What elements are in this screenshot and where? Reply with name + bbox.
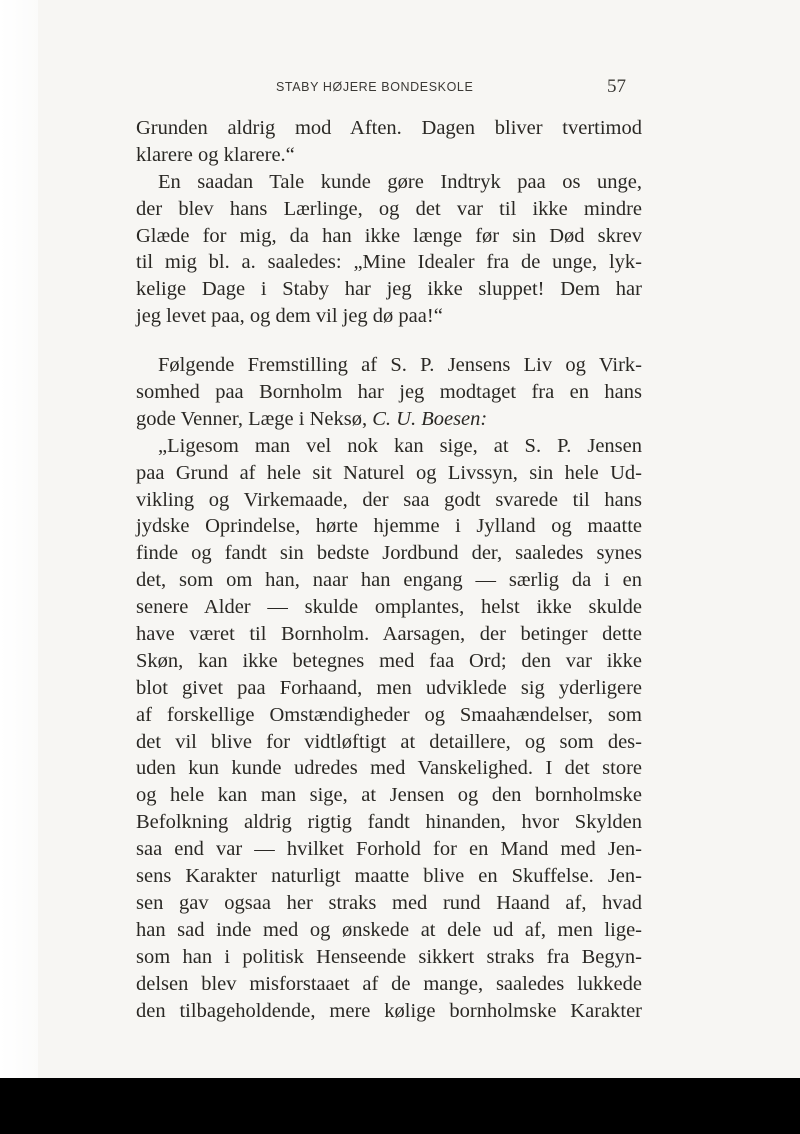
text-line: Skøn, kan ikke betegnes med faa Ord; den var ikke [136, 649, 642, 672]
text-line: En saadan Tale kunde gøre Indtryk paa os unge, [158, 170, 642, 193]
running-title: STABY HØJERE BONDESKOLE [276, 80, 474, 94]
text-line: saa end var — hvilket Forhold for en Mand med Jen- [136, 838, 642, 861]
text-line: uden kun kunde udredes med Vanskelighed. I det store [136, 757, 642, 780]
text-line: senere Alder — skulde omplantes, helst ikke skulde [136, 596, 642, 619]
author-name: C. U. Boesen: [372, 407, 488, 430]
text-line: han sad inde med og ønskede at dele ud af, men lige- [136, 918, 642, 941]
text-line: til mig bl. a. saaledes: „Mine Idealer fra de unge, lyk- [136, 251, 642, 274]
text-line: vikling og Virkemaade, der saa godt svarede til hans [136, 488, 642, 511]
text-line: klarere og klarere.“ [136, 143, 295, 166]
running-header [136, 76, 626, 102]
text-line: jeg levet paa, og dem vil jeg dø paa!“ [136, 305, 443, 328]
text-line: det vil blive for vidtløftigt at detaillere, og som des- [136, 730, 642, 753]
text-line: somhed paa Bornholm har jeg modtaget fra en hans [136, 381, 642, 404]
text-line: der blev hans Lærlinge, og det var til ikke mindre [136, 197, 642, 220]
text-line: finde og fandt sin bedste Jordbund der, saaledes synes [136, 542, 642, 565]
page-margin-edge [0, 0, 38, 1078]
text-line: det, som om han, naar han engang — særlig da i en [136, 569, 642, 592]
text-line: Befolkning aldrig rigtig fandt hinanden, hvor Skylden [136, 811, 642, 834]
text-line: have været til Bornholm. Aarsagen, der betinger dette [136, 623, 642, 646]
text-line: sen gav ogsaa her straks med rund Haand af, hvad [136, 891, 642, 914]
text-line: blot givet paa Forhaand, men udviklede sig yderligere [136, 676, 642, 699]
text-line: Følgende Fremstilling af S. P. Jensens Liv og Virk- [158, 354, 642, 377]
text-line: og hele kan man sige, at Jensen og den bornholmske [136, 784, 642, 807]
text-line: „Ligesom man vel nok kan sige, at S. P. Jensen [158, 434, 642, 457]
text-line [136, 406, 642, 433]
paragraph-gap [136, 330, 642, 352]
text-line: som han i politisk Henseende sikkert straks fra Begyn- [136, 945, 642, 968]
text-line: jydske Oprindelse, hørte hjemme i Jylland og maatte [136, 515, 642, 538]
text-line: sens Karakter naturligt maatte blive en Skuffelse. Jen- [136, 865, 642, 888]
text-line: delsen blev misforstaaet af de mange, saaledes lukkede [136, 972, 642, 995]
text-line: den tilbageholdende, mere kølige bornholmske Karakter [136, 999, 642, 1022]
text-line: paa Grund af hele sit Naturel og Livssyn, sin hele Ud- [136, 461, 642, 484]
body-text [136, 115, 642, 1024]
text-segment: gode Venner, Læge i Neksø, [136, 407, 373, 430]
scan-border-bottom [0, 1078, 800, 1134]
text-line: af forskellige Omstændigheder og Smaahændelser, som [136, 703, 642, 726]
page-number: 57 [607, 76, 626, 97]
text-line: Grunden aldrig mod Aften. Dagen bliver tvertimod [136, 117, 642, 139]
text-line: kelige Dage i Staby har jeg ikke sluppet! Dem har [136, 278, 642, 301]
text-line: Glæde for mig, da han ikke længe før sin Død skrev [136, 224, 642, 247]
